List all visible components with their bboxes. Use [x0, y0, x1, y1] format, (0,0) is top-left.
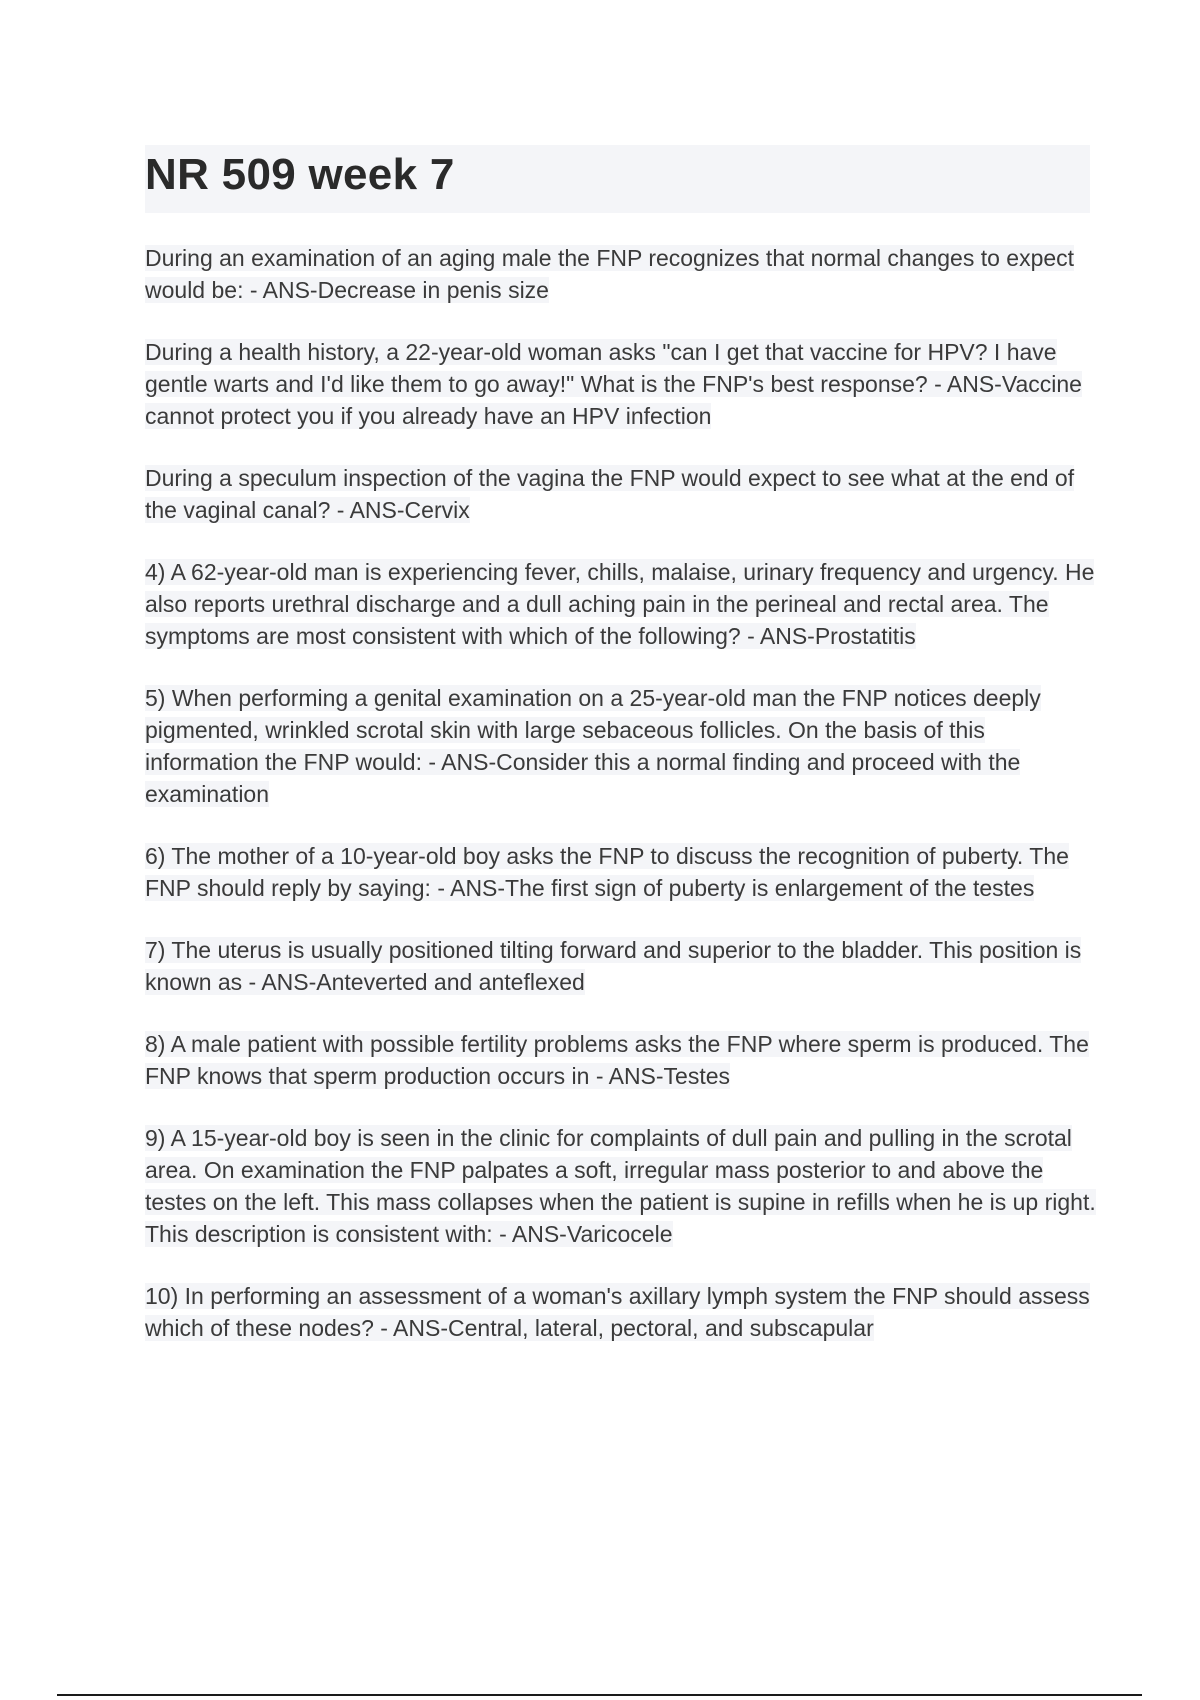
qa-item-3	[145, 462, 1100, 526]
qa-item-text: 8) A male patient with possible fertility problems asks the FNP where sperm is produced. The FNP knows that sperm production occurs in - ANS-Testes	[145, 1031, 1089, 1089]
qa-item-10	[145, 1280, 1100, 1344]
qa-list	[145, 242, 1100, 1374]
page-title-banner	[145, 145, 1090, 213]
qa-item-text: During a health history, a 22-year-old woman asks "can I get that vaccine for HPV? I have gentle warts and I'd like them to go away!" What is the FNP's best response? - ANS-Vaccine cannot protect you if you already have an HPV infection	[145, 339, 1082, 429]
qa-item-text: 6) The mother of a 10-year-old boy asks the FNP to discuss the recognition of puberty. The FNP should reply by saying: - ANS-The first sign of puberty is enlargement of the testes	[145, 843, 1069, 901]
qa-item-5	[145, 682, 1100, 810]
qa-item-text: During a speculum inspection of the vagina the FNP would expect to see what at the end of the vaginal canal? - ANS-Cervix	[145, 465, 1075, 523]
qa-item-text: 7) The uterus is usually positioned tilting forward and superior to the bladder. This position is known as - ANS-Anteverted and anteflexed	[145, 937, 1082, 995]
qa-item-4	[145, 556, 1100, 652]
qa-item-text: During an examination of an aging male the FNP recognizes that normal changes to expect would be: - ANS-Decrease in penis size	[145, 245, 1075, 303]
qa-item-1	[145, 242, 1100, 306]
qa-item-9	[145, 1122, 1100, 1250]
qa-item-6	[145, 840, 1100, 904]
qa-item-7	[145, 934, 1100, 998]
page-title: NR 509 week 7	[145, 150, 455, 199]
qa-item-2	[145, 336, 1100, 432]
qa-item-8	[145, 1028, 1100, 1092]
qa-item-text: 10) In performing an assessment of a woman's axillary lymph system the FNP should assess which of these nodes? - ANS-Central, lateral, pectoral, and subscapular	[145, 1283, 1090, 1341]
qa-item-text: 4) A 62-year-old man is experiencing fever, chills, malaise, urinary frequency and urgency. He also reports urethral discharge and a dull aching pain in the perineal and rectal area. The symptoms are most consistent with which of the following? - ANS-Prostatitis	[145, 559, 1095, 649]
qa-item-text: 5) When performing a genital examination on a 25-year-old man the FNP notices deeply pigmented, wrinkled scrotal skin with large sebaceous follicles. On the basis of this information the FNP would: - ANS-Consider this a normal finding and proceed with the examination	[145, 685, 1041, 807]
qa-item-text: 9) A 15-year-old boy is seen in the clinic for complaints of dull pain and pulling in the scrotal area. On examination the FNP palpates a soft, irregular mass posterior to and above the testes on the left. This mass collapses when the patient is supine in refills when he is up right. This description is consistent with: - ANS-Varicocele	[145, 1125, 1096, 1247]
footer-divider	[57, 1694, 1142, 1696]
